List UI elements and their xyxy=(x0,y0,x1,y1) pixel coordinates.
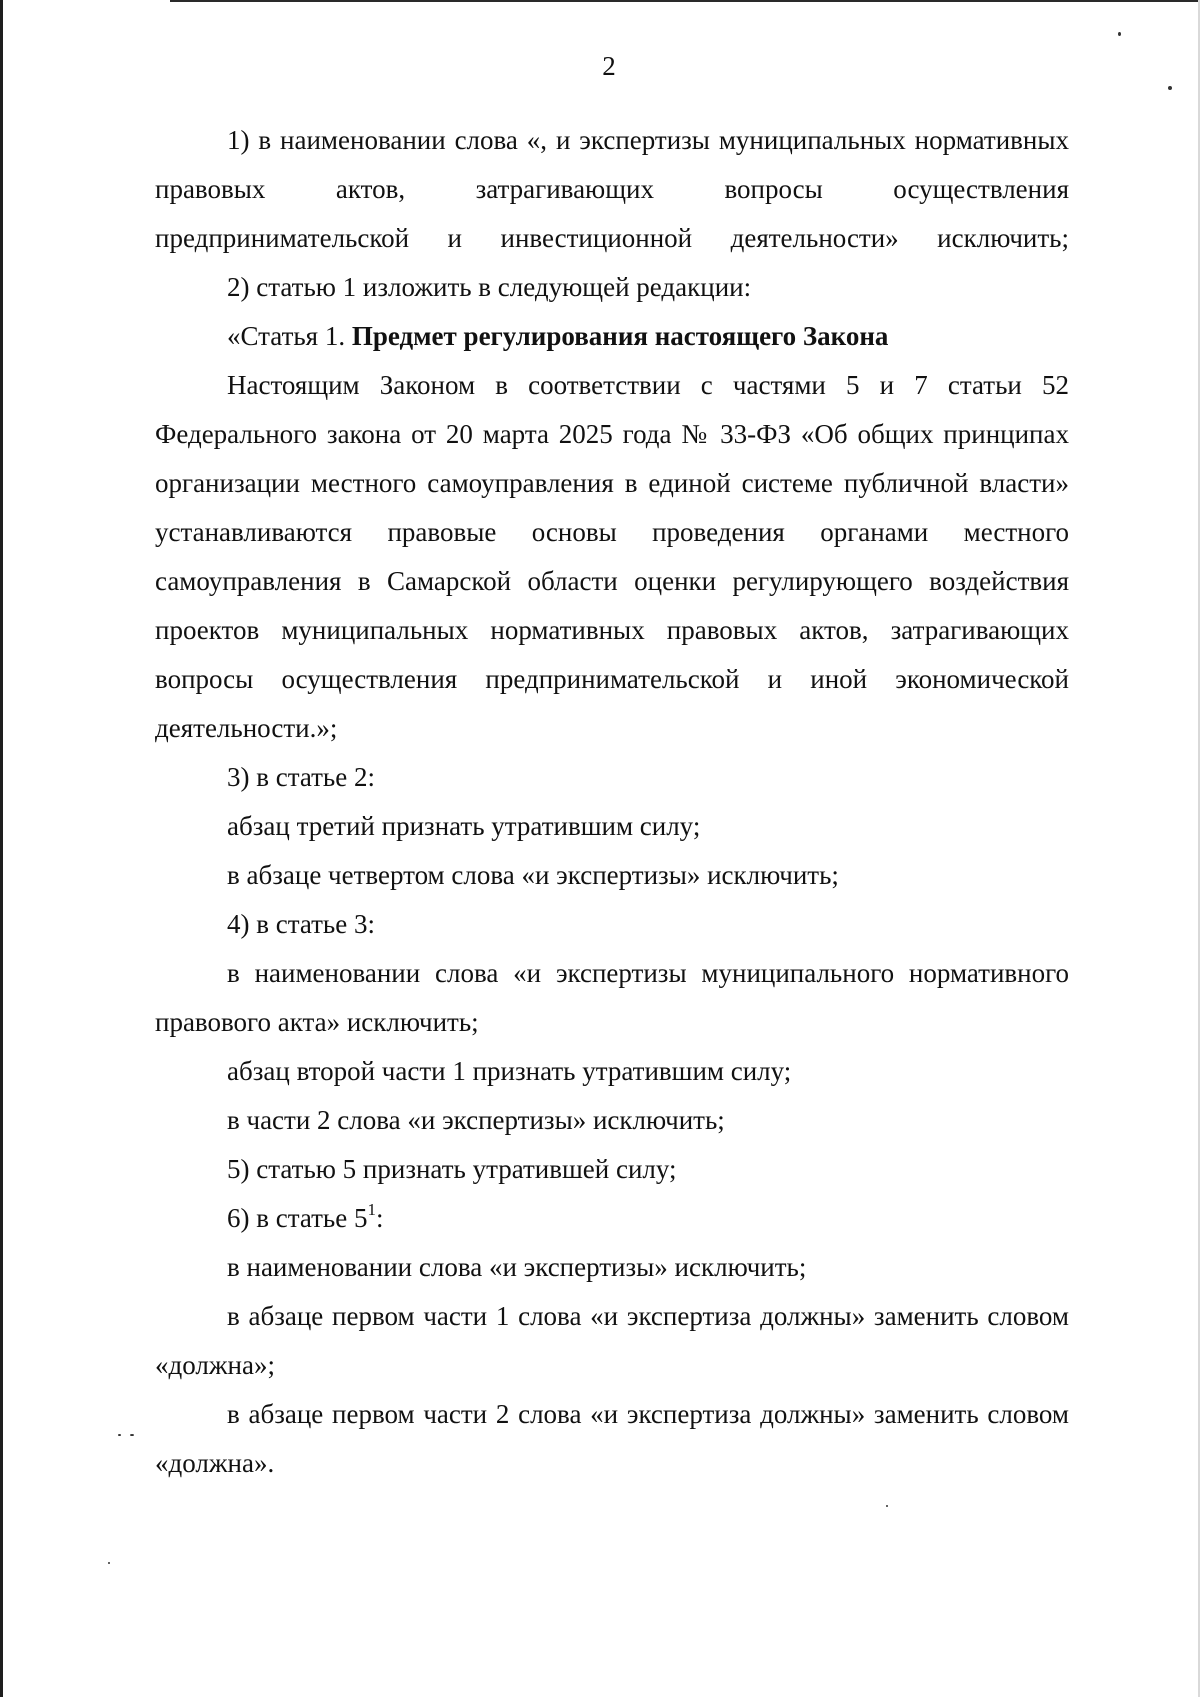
paragraph-item-1: 1) в наименовании слова «, и экспертизы муниципальных нормативных правовых актов, затрагивающих вопросы осуществления предпринимательской и инвестиционной деятельности» исключить; xyxy=(155,125,1069,253)
scan-left-border xyxy=(0,0,3,1697)
paragraph-item-2: 2) статью 1 изложить в следующей редакции: xyxy=(227,272,752,302)
article-1-text: Настоящим Законом в соответствии с частями 5 и 7 статьи 52 Федерального закона от 20 марта 2025 года № 33-ФЗ «Об общих принципах организации местного самоуправления в единой системе публичной власти» устанавливаются правовые основы проведения органами местного самоуправления в Самарской области оценки регулирующего воздействия проектов муниципальных нормативных правовых актов, затрагивающих вопросы осуществления предпринимательской и иной экономической деятельности.»; xyxy=(155,370,1069,743)
paragraph-sub-4: абзац второй части 1 признать утратившим силу; xyxy=(227,1056,792,1086)
article-heading xyxy=(155,312,1069,361)
paragraph-sub-6: в наименовании слова «и экспертизы» исключить; xyxy=(227,1252,807,1282)
paragraph-sub-7: в абзаце первом части 1 слова «и экспертиза должны» заменить словом «должна»; xyxy=(155,1301,1069,1380)
paragraph-item-5: 5) статью 5 признать утратившей силу; xyxy=(227,1154,677,1184)
scan-speck xyxy=(118,1434,121,1436)
article-heading-title: Предмет регулирования настоящего Закона xyxy=(351,321,889,351)
scan-speck xyxy=(130,1434,134,1436)
paragraph-sub-5: в части 2 слова «и экспертизы» исключить; xyxy=(227,1105,725,1135)
paragraph-sub-8: в абзаце первом части 2 слова «и экспертиза должны» заменить словом «должна». xyxy=(155,1399,1069,1478)
paragraph-item-3: 3) в статье 2: xyxy=(227,762,375,792)
paragraph-item-6-prefix: 6) в статье 5 xyxy=(227,1203,368,1233)
article-heading-prefix: «Статья 1. xyxy=(227,321,352,351)
article-superscript: 1 xyxy=(367,1200,376,1219)
page-number: 2 xyxy=(602,51,616,81)
scan-speck xyxy=(886,1505,888,1507)
paragraph-item-6 xyxy=(155,1194,1069,1243)
scan-speck xyxy=(108,1562,110,1564)
paragraph-sub-2: в абзаце четвертом слова «и экспертизы» исключить; xyxy=(227,860,839,890)
paragraph-sub-3: в наименовании слова «и экспертизы муниципального нормативного правового акта» исключить; xyxy=(155,958,1069,1037)
paragraph-item-4: 4) в статье 3: xyxy=(227,909,375,939)
scan-top-border xyxy=(170,0,1200,2)
scan-speck xyxy=(1118,32,1121,36)
scan-speck xyxy=(1168,86,1172,90)
paragraph-item-6-suffix: : xyxy=(375,1203,384,1233)
document-body xyxy=(155,116,1069,1488)
paragraph-sub-1: абзац третий признать утратившим силу; xyxy=(227,811,701,841)
